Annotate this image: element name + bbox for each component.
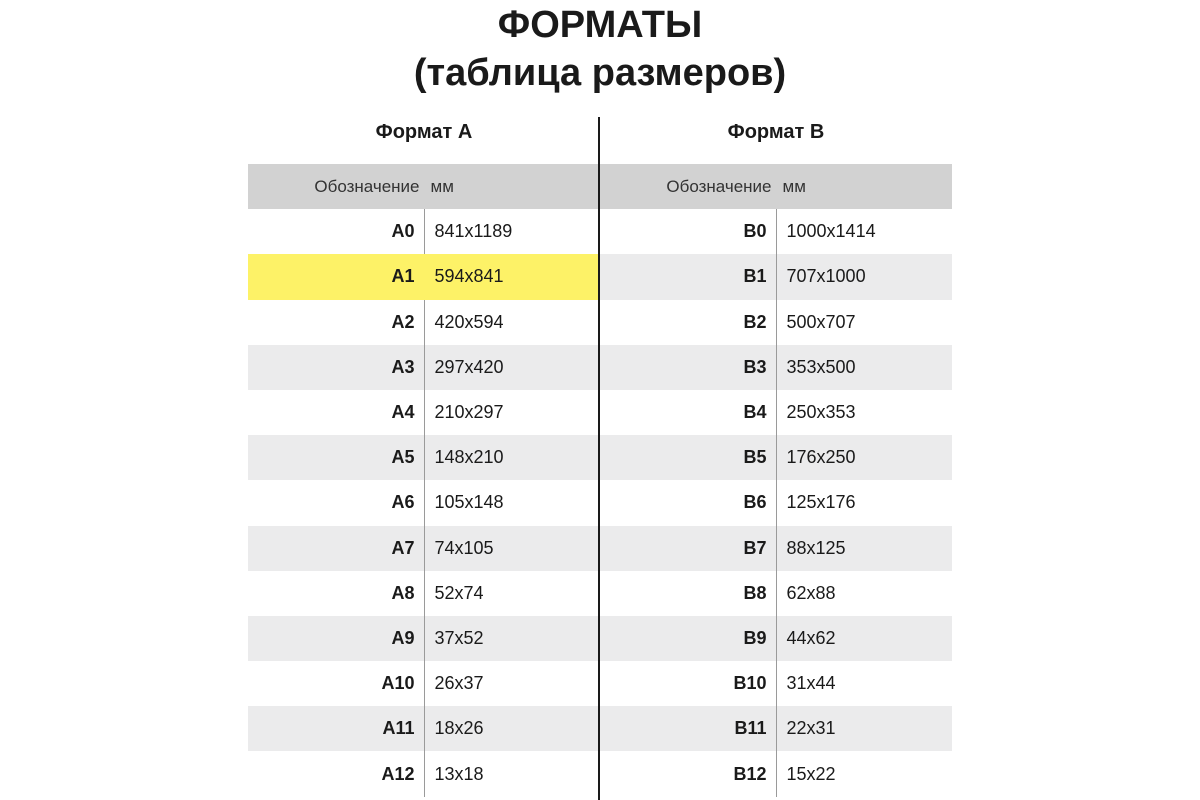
format-a-heading: Формат А [375, 121, 473, 143]
table-row [248, 616, 598, 661]
format-name-cell: B9 [600, 616, 776, 661]
format-name-cell: A11 [248, 706, 424, 751]
format-b-heading: Формат В [727, 121, 825, 143]
format-size-cell: 105x148 [434, 492, 504, 513]
format-size-cell: 1000x1414 [786, 221, 876, 242]
table-row [600, 345, 952, 390]
format-name-cell: A5 [248, 435, 424, 480]
format-size-cell: 44x62 [776, 616, 952, 661]
table-row [248, 300, 598, 345]
format-size-cell: 297x420 [424, 345, 598, 390]
column-header-designation: Обозначение [248, 164, 424, 209]
format-name-cell: A8 [248, 571, 424, 616]
format-name-cell: A7 [248, 526, 424, 571]
format-name-cell: B12 [600, 751, 776, 796]
title-line-2: (таблица размеров) [413, 52, 787, 94]
format-size-cell: 250x353 [786, 402, 856, 423]
format-name-cell: A1 [248, 254, 424, 299]
format-size-cell: 52x74 [434, 582, 484, 603]
format-name-cell: B6 [600, 480, 776, 525]
table-row [248, 571, 598, 616]
format-size-cell: 210x297 [434, 402, 504, 423]
format-name-cell: A10 [248, 661, 424, 706]
table-row [600, 706, 952, 751]
table-row [600, 254, 952, 299]
format-size-cell: 31x44 [786, 673, 836, 694]
format-name-cell: A2 [248, 300, 424, 345]
format-size-cell: 594x841 [424, 254, 598, 299]
table-row [248, 526, 598, 571]
table-row [600, 435, 952, 480]
table-row [248, 706, 598, 751]
format-size-cell: 353x500 [776, 345, 952, 390]
format-size-cell: 176x250 [776, 435, 952, 480]
format-size-cell: 13x18 [434, 763, 484, 784]
format-size-cell: 62x88 [786, 582, 836, 603]
table-row [600, 209, 952, 254]
table-row [248, 390, 598, 435]
table-row [248, 661, 598, 706]
table-row [600, 616, 952, 661]
format-name-cell: A12 [248, 751, 424, 796]
format-size-cell: 18x26 [424, 706, 598, 751]
table-row [600, 661, 952, 706]
column-header-designation: Обозначение [600, 164, 776, 209]
format-size-cell: 500x707 [786, 311, 856, 332]
table-row [248, 751, 598, 796]
table-row [248, 435, 598, 480]
format-size-cell: 841x1189 [434, 221, 513, 242]
title-line-1: ФОРМАТЫ [497, 4, 703, 46]
table-row [600, 526, 952, 571]
table-row [600, 300, 952, 345]
format-name-cell: A4 [248, 390, 424, 435]
format-name-cell: B2 [600, 300, 776, 345]
format-size-cell: 74x105 [424, 526, 598, 571]
table-header-row [248, 164, 598, 209]
format-size-cell: 420x594 [434, 311, 504, 332]
table-row [600, 751, 952, 796]
table-row [248, 480, 598, 525]
format-size-cell: 707x1000 [776, 254, 952, 299]
column-header-mm: мм [424, 164, 598, 209]
table-row [600, 480, 952, 525]
format-size-cell: 37x52 [424, 616, 598, 661]
format-size-cell: 88x125 [776, 526, 952, 571]
format-name-cell: B11 [600, 706, 776, 751]
format-name-cell: B0 [600, 209, 776, 254]
format-name-cell: B1 [600, 254, 776, 299]
format-name-cell: B10 [600, 661, 776, 706]
table-row-highlighted [248, 254, 598, 299]
format-name-cell: A9 [248, 616, 424, 661]
format-name-cell: B8 [600, 571, 776, 616]
format-size-cell: 148x210 [424, 435, 598, 480]
page-title [0, 0, 1200, 96]
format-name-cell: B4 [600, 390, 776, 435]
format-size-cell: 26x37 [434, 673, 484, 694]
table-row [600, 571, 952, 616]
format-name-cell: B5 [600, 435, 776, 480]
table-row [248, 345, 598, 390]
format-name-cell: A6 [248, 480, 424, 525]
table-header-row [600, 164, 952, 209]
table-row [600, 390, 952, 435]
format-b-table [600, 164, 952, 797]
format-a-table [248, 164, 598, 797]
format-name-cell: A0 [248, 209, 424, 254]
format-size-cell: 15x22 [786, 763, 836, 784]
format-name-cell: B7 [600, 526, 776, 571]
column-header-mm: мм [776, 164, 952, 209]
table-row [248, 209, 598, 254]
format-name-cell: A3 [248, 345, 424, 390]
format-size-cell: 22x31 [776, 706, 952, 751]
format-size-cell: 125x176 [786, 492, 856, 513]
format-name-cell: B3 [600, 345, 776, 390]
